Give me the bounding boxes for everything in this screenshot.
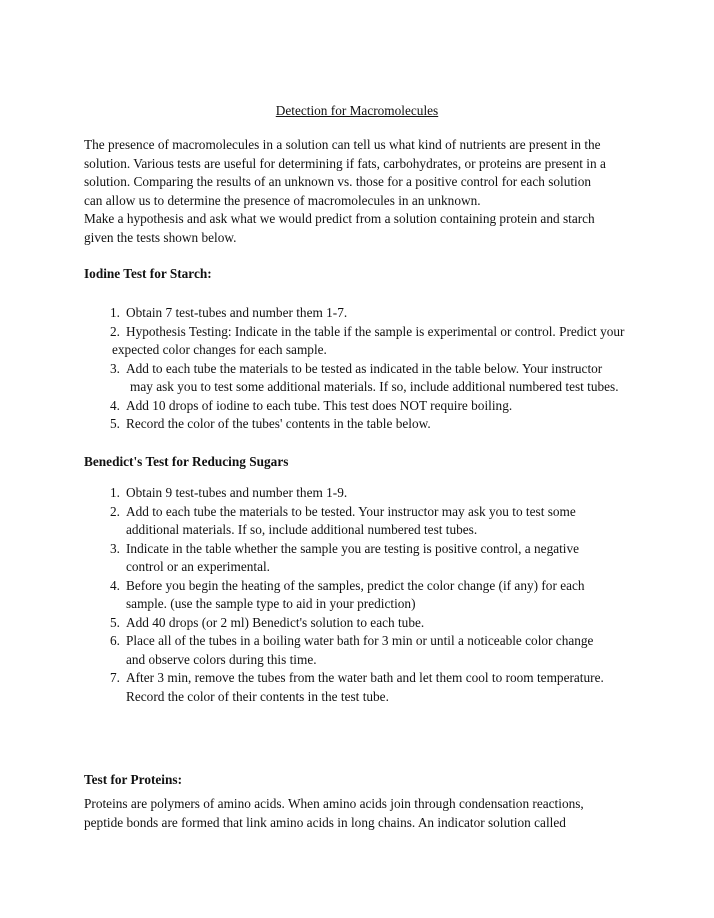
list-item-text: Add to each tube the materials to be tested. Your instructor may ask you to test some xyxy=(126,503,576,519)
list-number: 6. xyxy=(110,633,120,648)
list-number: 7. xyxy=(110,670,120,685)
list-item-continuation: additional materials. If so, include additional numbered test tubes. xyxy=(126,522,478,537)
list-item-text: Before you begin the heating of the samples, predict the color change (if any) for each xyxy=(126,577,585,593)
list-item-text: After 3 min, remove the tubes from the water bath and let them cool to room temperature. xyxy=(126,670,604,685)
iodine-steps-list xyxy=(92,304,674,434)
list-number: 1. xyxy=(110,485,120,500)
intro-line: given the tests shown below. xyxy=(84,229,237,245)
list-item xyxy=(92,323,674,360)
list-number: 3. xyxy=(110,540,120,556)
list-number: 4. xyxy=(110,397,120,413)
list-item-continuation: control or an experimental. xyxy=(126,559,270,574)
intro-line: solution. Various tests are useful for determining if fats, carbohydrates, or proteins are present in a xyxy=(84,155,606,171)
list-item-text: Obtain 9 test-tubes and number them 1-9. xyxy=(126,485,348,500)
iodine-heading: Iodine Test for Starch: xyxy=(84,266,212,281)
list-item xyxy=(92,503,674,540)
list-item-text: Add 40 drops (or 2 ml) Benedict's solution to each tube. xyxy=(126,614,425,630)
list-item xyxy=(92,397,674,416)
intro-paragraph xyxy=(84,136,674,247)
proteins-heading: Test for Proteins: xyxy=(84,772,182,787)
list-item-text: Add 10 drops of iodine to each tube. This test does NOT require boiling. xyxy=(126,397,513,413)
list-item xyxy=(92,360,674,397)
list-item-continuation: may ask you to test some additional materials. If so, include additional numbered test tubes. xyxy=(130,379,619,394)
list-number: 5. xyxy=(110,614,120,630)
list-number: 5. xyxy=(110,416,120,431)
list-item xyxy=(92,304,674,323)
list-item-continuation: expected color changes for each sample. xyxy=(112,342,327,357)
list-item xyxy=(92,484,674,503)
list-item-continuation: Record the color of their contents in the test tube. xyxy=(126,688,389,704)
list-item-text: Place all of the tubes in a boiling water bath for 3 min or until a noticeable color change xyxy=(126,633,594,648)
list-number: 3. xyxy=(110,360,120,376)
list-item-text: Add to each tube the materials to be tested as indicated in the table below. Your instructor xyxy=(126,360,603,376)
proteins-paragraph xyxy=(84,795,674,832)
list-item-text: Record the color of the tubes' contents in the table below. xyxy=(126,416,431,431)
proteins-line: Proteins are polymers of amino acids. When amino acids join through condensation reactions, xyxy=(84,796,584,811)
list-item-text: Obtain 7 test-tubes and number them 1-7. xyxy=(126,305,348,320)
list-item-continuation: sample. (use the sample type to aid in your prediction) xyxy=(126,596,416,611)
page-title-text: Detection for Macromolecules xyxy=(275,103,439,118)
list-item-text: Hypothesis Testing: Indicate in the table if the sample is experimental or control. Predict your xyxy=(126,323,625,339)
list-item-text: Indicate in the table whether the sample you are testing is positive control, a negative xyxy=(126,540,580,556)
list-number: 4. xyxy=(110,577,120,593)
list-number: 2. xyxy=(110,503,120,519)
list-number: 1. xyxy=(110,305,120,320)
intro-line: The presence of macromolecules in a solution can tell us what kind of nutrients are present in the xyxy=(84,137,601,152)
intro-line: can allow us to determine the presence of macromolecules in an unknown. xyxy=(84,192,481,208)
intro-line: Make a hypothesis and ask what we would predict from a solution containing protein and starch xyxy=(84,211,595,226)
list-item xyxy=(92,540,674,577)
benedict-heading: Benedict's Test for Reducing Sugars xyxy=(84,454,289,469)
intro-line: solution. Comparing the results of an unknown vs. those for a positive control for each solution xyxy=(84,174,592,189)
list-item xyxy=(92,632,674,669)
proteins-line: peptide bonds are formed that link amino acids in long chains. An indicator solution called xyxy=(84,814,566,830)
list-number: 2. xyxy=(110,323,120,339)
list-item xyxy=(92,669,674,706)
list-item xyxy=(92,577,674,614)
benedict-steps-list xyxy=(92,484,674,706)
list-item xyxy=(92,614,674,633)
page-title xyxy=(0,102,714,121)
list-item-continuation: and observe colors during this time. xyxy=(126,651,317,667)
list-item xyxy=(92,415,674,434)
